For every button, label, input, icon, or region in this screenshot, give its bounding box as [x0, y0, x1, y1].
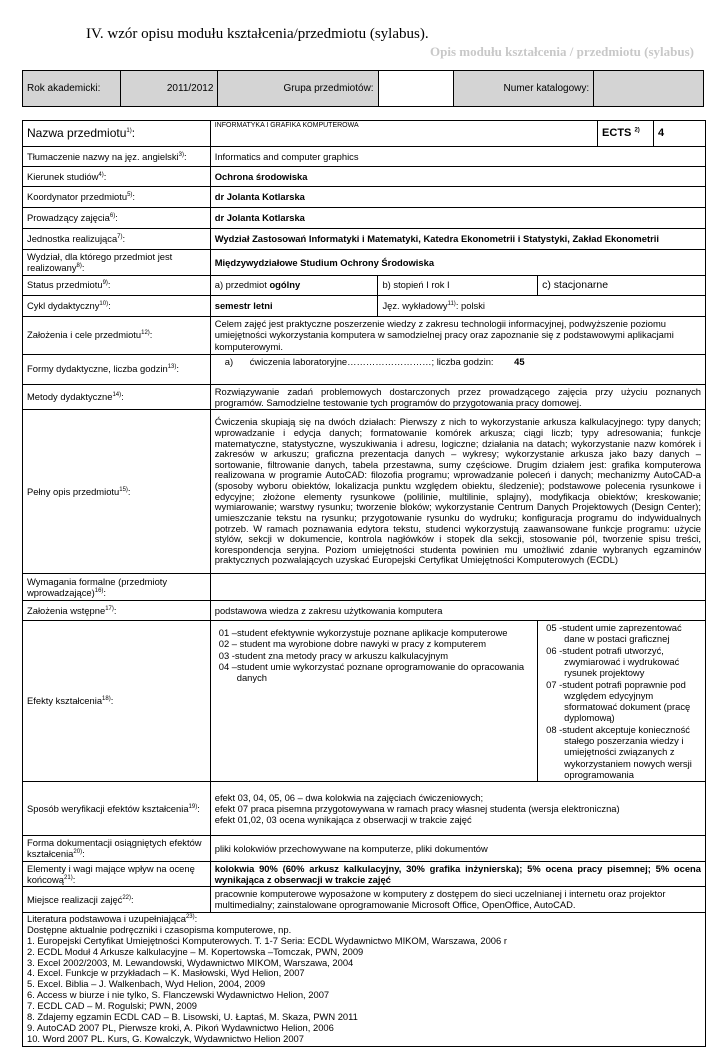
wym-value: [210, 574, 705, 601]
forma-label: Forma dokumentacji osiągniętych efektów kształcenia$^{20)}$:: [23, 836, 211, 862]
jedn-label: Jednostka realizująca$^{7)}$:: [23, 229, 211, 250]
document-subheading: Opis modułu kształcenia / przedmiotu (sylabus): [429, 44, 694, 59]
rok-value: 2011/2012: [120, 71, 218, 107]
miejsce-label: Miejsce realizacji zajęć$^{22)}$:: [23, 887, 211, 913]
status-b: b) stopień I rok I: [378, 275, 538, 295]
tlum-value: Informatics and computer graphics: [210, 147, 705, 167]
kier-label: Kierunek studiów$^{4)}$:: [23, 167, 211, 187]
jedn-value: Wydział Zastosowań Informatyki i Matematyki, Katedra Ekonometrii i Statystyki, Zakład Ekonometrii: [210, 229, 705, 250]
miejsce-value: pracownie komputerowe wyposażone w komputery z dostępem do sieci uczelnianej i internetu oraz projektor multimedialny; zainstalowane oprogramowanie Microsoft Office, OpenOffice, AutoCAD.: [210, 887, 705, 913]
literatura-item: 3. Excel 2002/2003, M. Lewandowski, Wydawnictwo MIKOM, Warszawa, 2004: [27, 956, 354, 968]
efekty-label: Efekty kształcenia$^{18)}$:: [23, 621, 211, 782]
elem-value: kolokwia 90% (60% arkusz kalkulacyjny, 30% grafika inżynierska); 5% ocena pracy pisemnej; 5% ocena wynikająca z obserwacji w trakcie zajęć: [210, 861, 705, 887]
nazwa-label: Nazwa przedmiotu$^{1)}$:: [23, 121, 211, 147]
literatura-item: 9. AutoCAD 2007 PL, Pierwsze kroki, A. Pikoń Wydawnictwo Helion, 2006: [27, 1021, 334, 1033]
sposob-value: efekt 03, 04, 05, 06 – dwa kolokwia na zajęciach ćwiczeniowych; efekt 07 praca pisemna przygotowywana w ramach pracy własnej studenta (wersja elektroniczna) efekt 01,02, 03 ocena wynikająca z obserwacji w trakcie zajęć: [210, 782, 705, 836]
zal-label: Założenia i cele przedmiotu$^{12)}$:: [23, 316, 211, 354]
pelny-label: Pełny opis przedmiotu$^{15)}$:: [23, 410, 211, 574]
literatura-item: 6. Access w biurze i nie tylko, S. Flanczewski Wydawnictwo Helion, 2007: [27, 989, 330, 1001]
formy-label: Formy dydaktyczne, liczba godzin$^{13)}$:: [23, 354, 211, 384]
literatura-item: 1. Europejski Certyfikat Umiejętności Komputerowych. T. 1-7 Seria: ECDL Wydawnictwo MIKOM, Warszawa, 2006 r: [27, 934, 507, 946]
efekt-item: 07 -student potrafi poprawnie pod względem edycyjnym sformatować dokument (pracę dyplomową): [546, 678, 691, 724]
metody-label: Metody dydaktyczne$^{14)}$:: [23, 384, 211, 410]
metody-value: Rozwiązywanie zadań problemowych dostarczonych przez prowadzącego zajęcia przy użyciu poznanych programów. Samodzielne testowanie tych programów do przygotowania pracy domowej.: [210, 384, 705, 410]
jezyk: Jęz. wykładowy$^{11)}$: polski: [378, 295, 706, 316]
grupa-label: Grupa przedmiotów:: [218, 71, 378, 107]
efekt-item: 06 -student potrafi utworzyć, zwymiarować i wydrukować rysunek projektowy: [546, 644, 680, 679]
koord-value: dr Jolanta Kotlarska: [210, 187, 705, 208]
rok-label: Rok akademicki:: [23, 71, 121, 107]
nazwa-value: INFORMATYKA I GRAFIKA KOMPUTEROWA: [210, 121, 597, 147]
document-heading: IV. wzór opisu modułu kształcenia/przedmiotu (sylabus).: [86, 26, 429, 42]
status-label: Status przedmiotu$^{9)}$:: [23, 275, 211, 295]
literatura-item: 10. Word 2007 PL. Kurs, G. Kowalczyk, Wydawnictwo Helion 2007: [27, 1032, 304, 1044]
forma-value: pliki kolokwiów przechowywane na komputerze, pliki dokumentów: [210, 836, 705, 862]
numer-value: [594, 71, 704, 107]
efekt-item: 02 – student ma wyrobione dobre nawyki w pracy z komputerem: [218, 638, 487, 650]
efekty-right: [538, 621, 706, 782]
cykl-label: Cykl dydaktyczny$^{10)}$:: [23, 295, 211, 316]
literatura: [23, 912, 706, 1046]
sposob-label: Sposób weryfikacji efektów kształcenia$^{19)}$:: [23, 782, 211, 836]
literatura-item: 7. ECDL CAD – M. Rogulski; PWN, 2009: [27, 1000, 198, 1012]
numer-label: Numer katalogowy:: [454, 71, 594, 107]
grupa-value: [378, 71, 454, 107]
elem-label: Elementy i wagi mające wpływ na ocenę końcową$^{21)}$:: [23, 861, 211, 887]
literatura-intro: Dostępne aktualnie podręczniki i czasopisma komputerowe, np.: [27, 923, 292, 935]
literatura-item: 2. ECDL Moduł 4 Arkusze kalkulacyjne – M. Kopertowska –Tomczak, PWN, 2009: [27, 945, 364, 957]
wym-label: Wymagania formalne (przedmioty wprowadzające)$^{16)}$:: [23, 574, 211, 601]
efekt-item: 05 -student umie zaprezentować dane w postaci graficznej: [546, 622, 682, 645]
prow-value: dr Jolanta Kotlarska: [210, 208, 705, 229]
cykl-value: semestr letni: [210, 295, 378, 316]
wydz-value: Międzywydziałowe Studium Ochrony Środowiska: [210, 250, 705, 276]
kier-value: Ochrona środowiska: [210, 167, 705, 187]
literatura-item: 4. Excel. Funkcje w przykładach – K. Masłowski, Wyd Helion, 2007: [27, 967, 305, 979]
efekty-left: [210, 621, 537, 782]
efekt-item: 01 –student efektywnie wykorzystuje poznane aplikacje komputerowe: [218, 627, 508, 639]
literatura-item: 5. Excel. Biblia – J. Walkenbach, Wyd Helion, 2004, 2009: [27, 978, 266, 990]
zal-value: Celem zajęć jest praktyczne poszerzenie wiedzy z zakresu technologii informacyjnej, podwyższenie poziomu umiejętności wykorzystania komputera w samodzielnej pracy oraz zapoznanie się z podstawowymi aplikacjami komputerowymi.: [210, 316, 705, 354]
syllabus-table: [22, 120, 706, 1047]
tlum-label: Tłumaczenie nazwy na jęz. angielski$^{3)}$:: [23, 147, 211, 167]
wydz-label: Wydział, dla którego przedmiot jest realizowany$^{8)}$:: [23, 250, 211, 276]
literatura-title: Literatura podstawowa i uzupełniająca$^{23)}$:: [27, 912, 198, 924]
status-a: a) przedmiot ogólny: [210, 275, 378, 295]
prow-label: Prowadzący zajęcia$^{6)}$:: [23, 208, 211, 229]
koord-label: Koordynator przedmiotu$^{5)}$:: [23, 187, 211, 208]
ects-label: ECTS $^{2)}$: [598, 121, 654, 147]
header-info-table: [22, 70, 704, 107]
zalwst-value: podstawowa wiedza z zakresu użytkowania komputera: [210, 601, 705, 621]
efekt-item: 03 -student zna metody pracy w arkuszu kalkulacyjnym: [218, 649, 449, 661]
zalwst-label: Założenia wstępne$^{17)}$:: [23, 601, 211, 621]
pelny-value: Ćwiczenia skupiają się na dwóch działach: Pierwszy z nich to wykorzystanie arkusza kalkulacyjnego: typy danych; wprowadzanie i edycja danych; formatowanie komórek arkusza; ciągi liczb; typy adresowania; funkcje matematyczne, statystyczne, wyszukiwania i adresu, logiczne; działania na datach; wykorzystanie nazw komórek i zakresów w arkuszu; graficzna prezentacja danych – wykresy; wykorzystanie arkusza jako bazy danych – sortowanie, filtrowanie danych, tabela przestawna, sumy częściowe. Drugim działem jest: grafika komputerowa realizowana w programie AutoCAD: filozofia programu; wprowadzanie poleceń i danych; mechanizmy AutoCAD-a (sposoby wyboru obiektów, lokalizacja punktu względem obiektu, śledzenie); podstawowe polecenia rysunkowe i edycyjne; złożone elementy rysunkowe (polilinie, multilinie, splajny), modyfikacja obiektów; kreskowanie; wymiarowanie; warstwy rysunku; tworzenie bloków; wykorzystanie Centrum Danych Projektowych (Design Center); umieszczanie tekstu na rysunku; przygotowanie rysunku do wydruku; konfiguracja programu do indywidualnych potrzeb. W ramach poznawania edytora tekstu, studenci wykorzystują zaawansowane funkcje programu: użycie stylów, sekcji w dokumencie, kontrola nagłówków i stopek dla sekcji, stosowanie pól, tworzenie spisu treści, korespondencja seryjna. Poziom umiejętności studenta powinien mu umożliwić zdanie wybranych egzaminów praktycznych pozwalających uzyskać Europejski Certyfikat Umiejętności Komputerowych (ECDL): [210, 410, 705, 574]
formy-value: a) ćwiczenia laboratoryjne………………………; liczba godzin: 45: [210, 354, 705, 384]
status-c: c) stacjonarne: [538, 275, 706, 295]
literatura-item: 8. Zdajemy egzamin ECDL CAD – B. Lisowski, U. Łaptaś, M. Skaza, PWN 2011: [27, 1011, 358, 1023]
efekt-item: 08 -student akceptuje konieczność stałego poszerzania wiedzy i umiejętności związanych z wykorzystaniem nowych wersji oprogramowania: [546, 723, 692, 780]
efekt-item: 04 –student umie wykorzystać poznane oprogramowanie do opracowania danych: [218, 660, 525, 684]
ects-value: 4: [654, 121, 706, 147]
